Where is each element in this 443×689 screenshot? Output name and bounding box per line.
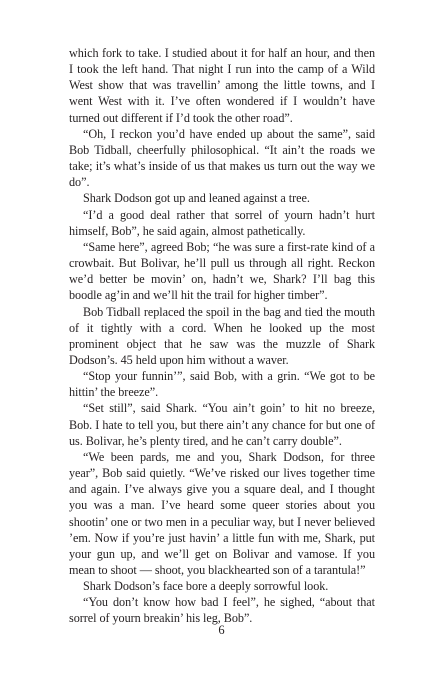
page-number: 6	[218, 623, 225, 637]
paragraph-9: “We been pards, me and you, Shark Dodson, for three year”, Bob said quietly. “We’ve risked our lives together time and again. I’ve always give you a square deal, and I thought you was a man. I’ve heard some queer stories about you shootin’ one or two men in a peculiar way, but I never believed ’em. Now if you’re just havin’ a little fun with me, Shark, put your gun up, and we’ll get on Bolivar and vamose. If you mean to shoot — shoot, you blackhearted son of a tarantula!”	[69, 449, 375, 577]
body-text	[69, 45, 375, 627]
paragraph-7: “Stop your funnin’”, said Bob, with a grin. “We got to be hittin’ the breeze”.	[69, 369, 375, 400]
paragraph-11: “You don’t know how bad I feel”, he sighed, “about that sorrel of yourn breakin’ his leg, Bob”.	[69, 595, 375, 626]
paragraph-2: “Oh, I reckon you’d have ended up about the same”, said Bob Tidball, cheerfully philosophical. “It ain’t the roads we take; it’s what’s inside of us that makes us turn out the way we do”.	[69, 126, 375, 190]
paragraph-5: “Same here”, agreed Bob; “he was sure a first-rate kind of a crowbait. But Bolivar, he’ll pull us through all right. Reckon we’d better be movin’ on, hadn’t we, Shark? I’ll bag this boodle ag’in and we’ll hit the trail for higher timber”.	[69, 239, 375, 303]
paragraph-10: Shark Dodson’s face bore a deeply sorrowful look.	[83, 579, 329, 594]
paragraph-4: “I’d a good deal rather that sorrel of yourn hadn’t hurt himself, Bob”, he said again, almost pathetically.	[69, 207, 375, 238]
paragraph-1: which fork to take. I studied about it for half an hour, and then I took the left hand. That night I run into the camp of a Wild West show that was travellin’ among the little towns, and I went West with it. I’ve often wondered if I wouldn’t have turned out different if I’d took the other road”.	[69, 46, 375, 125]
paragraph-8: “Set still”, said Shark. “You ain’t goin’ to hit no breeze, Bob. I hate to tell you, but there ain’t any chance for but one of us. Bolivar, he’s plenty tired, and he can’t carry double”.	[69, 401, 375, 448]
paragraph-6: Bob Tidball replaced the spoil in the bag and tied the mouth of it tightly with a cord. When he looked up the most prominent object that he saw was the muzzle of Shark Dodson’s. 45 held upon him without a waver.	[69, 304, 375, 367]
paragraph-3: Shark Dodson got up and leaned against a tree.	[83, 191, 310, 206]
